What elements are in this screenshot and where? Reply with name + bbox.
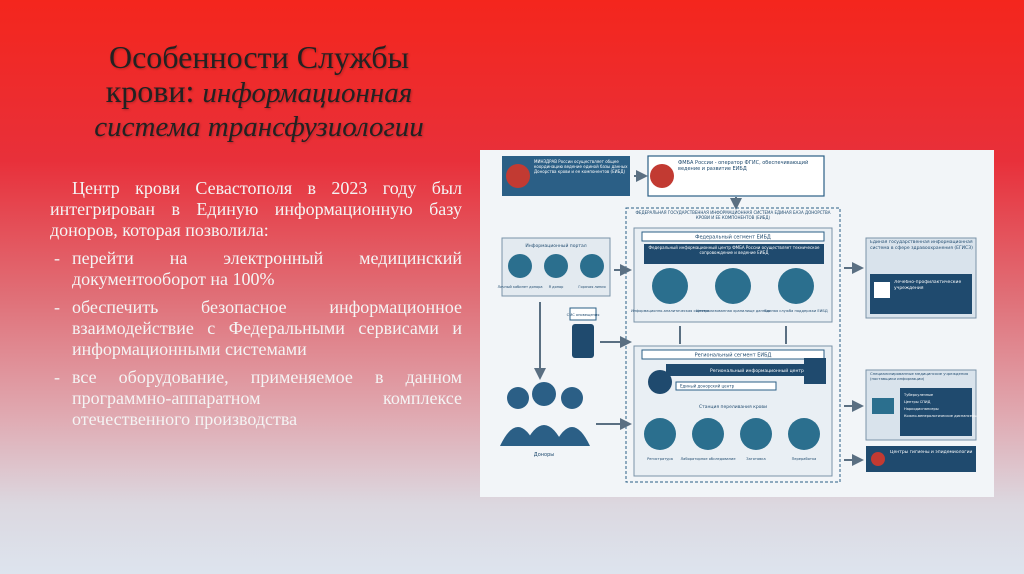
phone-icon	[572, 324, 594, 358]
title-line-3: система трансфузиологии	[94, 111, 424, 143]
title-line-2-normal: крови:	[105, 73, 203, 109]
donors-label: Доноры	[533, 452, 555, 458]
donor-center-label: Единый донорский центр	[680, 383, 735, 389]
lab-icon	[692, 418, 724, 450]
special-item: Центры СПИД	[904, 400, 931, 404]
fed-center-text: Федеральный информационный центр ФМБА России осуществляет техническое сопровождение и ведение ЕИБД	[648, 245, 820, 255]
special-item: Кожно-венерологические диспансеры	[904, 414, 978, 418]
special-item: Туберкулезные	[904, 393, 934, 397]
fed-segment-label: Федеральный сегмент ЕИБД	[695, 234, 771, 241]
bullet-item: - перейти на электронный медицинский документооборот на 100%	[50, 248, 462, 290]
station-label: Станция переливания крови	[698, 405, 768, 410]
analytics-icon	[652, 268, 688, 304]
blood-drop-icon	[788, 418, 820, 450]
emblem-icon	[506, 164, 530, 188]
fgis-title: ФЕДЕРАЛЬНАЯ ГОСУДАРСТВЕННАЯ ИНФОРМАЦИОННАЯ СИСТЕМА ЕДИНАЯ БАЗА ДОНОРСТВА КРОВИ И ЕЕ КОМПОНЕНТОВ (ЕИБД)	[635, 210, 831, 220]
fed-icon-label: Информационно-аналитическая система	[631, 309, 709, 313]
headset-icon	[580, 254, 604, 278]
bullet-item: - обеспечить безопасное информационное взаимодействие с Федеральными сервисами и информационными системами	[50, 297, 462, 360]
reg-segment-label: Региональный сегмент ЕИБД	[694, 352, 772, 359]
collection-icon	[740, 418, 772, 450]
lpu-text: Лечебно-профилактические учреждения	[894, 280, 962, 291]
reg-icon-label: Заготовка	[746, 457, 766, 461]
intro-text: Центр крови Севастополя в 2023 году был интегрирован в Единую информационную базу доноров, которая позволила:	[50, 178, 462, 240]
portal-icon-label: Я донор	[548, 285, 564, 289]
reg-icon-label: Регистратура	[647, 457, 673, 461]
fmba-box	[648, 156, 824, 196]
reg-icon-label: Переработка	[791, 457, 817, 461]
special-item: Наркодиспансеры	[904, 407, 939, 411]
biohazard-icon	[871, 452, 885, 466]
ambulance-icon	[872, 398, 894, 414]
eibd-diagram	[480, 150, 994, 497]
bullet-list	[50, 248, 462, 430]
hygiene-text: Центры гигиены и эпидемиологии	[890, 450, 973, 455]
storage-icon	[715, 268, 751, 304]
sms-label: СМС оповещения	[566, 313, 600, 317]
egisz-text: Единая государственная информационная система в сфере здравоохранения (ЕГИСЗ)	[870, 240, 973, 251]
minzdrav-box	[502, 156, 630, 196]
server-icon	[804, 358, 826, 384]
fed-icon-label: Централизованная хранилище данных	[695, 309, 771, 313]
person-icon	[648, 370, 672, 394]
minzdrav-text: МИНЗДРАВ России осуществляет общее координацию ведение единой базы данных Донорства крови и ее компонентов (ЕИБД)	[534, 159, 628, 174]
reg-center-label: Региональный информационный центр	[710, 369, 804, 374]
profile-icon	[508, 254, 532, 278]
fed-icon-label: Единая служба поддержки ЕИБД	[764, 309, 828, 313]
emblem-icon	[650, 164, 674, 188]
monitor-icon	[544, 254, 568, 278]
portal-icon-label: Личный кабинет донора	[497, 285, 543, 289]
slide-title	[64, 40, 454, 144]
reg-icon-label: Лабораторное обследование	[680, 457, 736, 461]
registry-icon	[644, 418, 676, 450]
support-icon	[778, 268, 814, 304]
bullet-item: - все оборудование, применяемое в данном программно-аппаратном комплексе отечественного производства	[50, 367, 462, 430]
portal-icon-label: Горячая линия	[578, 285, 606, 289]
portal-label: Информационный портал	[525, 244, 587, 249]
special-text: Специализированные медицинские учреждения (поставщики информации)	[870, 372, 969, 381]
title-line-2-italic: информационная	[202, 77, 413, 109]
title-line-1: Особенности Службы	[108, 39, 410, 75]
fmba-text: ФМБА России - оператор ФГИС, обеспечивающий ведение и развитие ЕИБД	[678, 160, 809, 172]
slide-body	[50, 178, 462, 430]
hospital-icon	[874, 282, 890, 298]
